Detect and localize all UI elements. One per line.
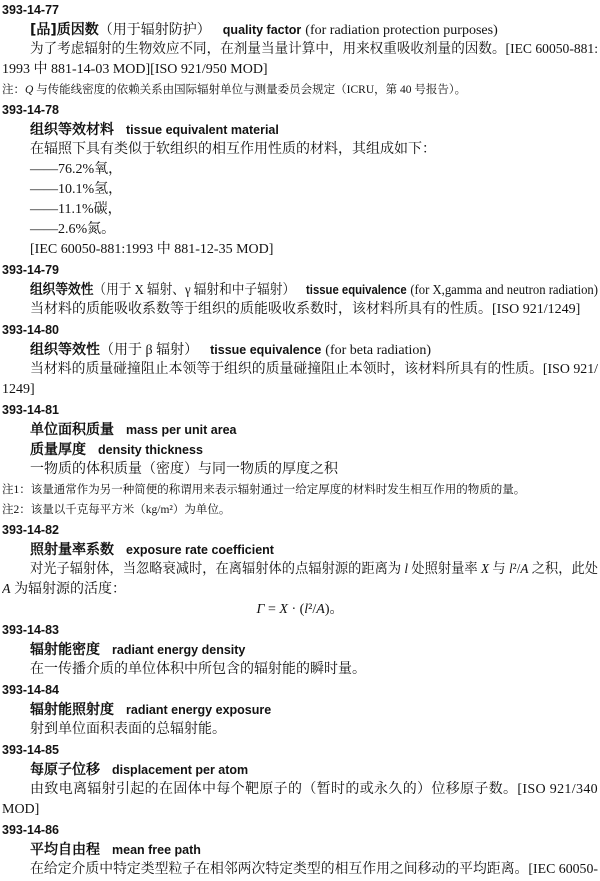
- term: [30, 440, 203, 460]
- entry-code: 393-14-85: [2, 743, 59, 757]
- term-line: [2, 440, 598, 460]
- note-line: [2, 80, 598, 100]
- term-entry: [2, 260, 598, 320]
- term-line: [2, 760, 598, 780]
- definition-line: [2, 720, 598, 740]
- activity-symbol: A: [2, 582, 11, 597]
- term-line: [2, 120, 598, 140]
- definition-line: [2, 140, 598, 160]
- definition-text: 为了考虑辐射的生物效应不同，在剂量当量计算中，用来权重吸收剂量的因数。[IEC 60050-881:: [30, 42, 598, 57]
- term: [30, 420, 236, 440]
- term-en-qualifier: (for radiation protection purposes): [305, 23, 498, 38]
- formula-segment: ²/: [308, 602, 317, 617]
- term-zh: 辐射能照射度: [30, 702, 114, 718]
- term-en: radiant energy exposure: [126, 703, 272, 717]
- term-entry: [2, 620, 598, 680]
- source-reference: [IEC 60050-881:1993 中 881-12-35 MOD]: [30, 242, 274, 257]
- term-zh: 照射量率系数: [30, 542, 114, 558]
- term-line: [2, 840, 598, 860]
- term: [30, 760, 248, 780]
- list-item: [2, 180, 598, 200]
- note-text: [2, 80, 466, 100]
- term-en: displacement per atom: [112, 763, 249, 777]
- formula-segment: =: [264, 602, 280, 617]
- entry-code-line: [2, 0, 598, 20]
- definition-text: 1993 中 881-14-03 MOD][ISO 921/950 MOD]: [2, 62, 268, 77]
- entry-code-line: [2, 520, 598, 540]
- definition-line: [2, 40, 598, 60]
- definition-text: MOD]: [2, 802, 40, 817]
- definition-line: [2, 580, 598, 600]
- term-en-qualifier: (for beta radiation): [325, 343, 432, 358]
- term-line: [2, 340, 598, 360]
- note-text: 注2：该量以千克每平方米（kg/m²）为单位。: [2, 504, 231, 516]
- definition-text: 1249]: [2, 382, 35, 397]
- term-line: [2, 640, 598, 660]
- term-entry: [2, 520, 598, 620]
- formula: [257, 600, 344, 620]
- definition-text: [30, 560, 598, 580]
- formula-segment: · (: [287, 602, 305, 617]
- term: [30, 340, 431, 360]
- term-entry: [2, 400, 598, 520]
- quantity-symbol: Q: [25, 84, 34, 96]
- term-zh: 组织等效性: [30, 282, 94, 298]
- term: [30, 540, 274, 560]
- definition-text: 由致电离辐射引起的在固体中每个靶原子的（暂时的或永久的）位移原子数。[ISO 921/340: [30, 782, 598, 797]
- formula-segment: )。: [324, 602, 344, 617]
- term: [30, 640, 245, 660]
- term-line: [2, 700, 598, 720]
- definition-line: [2, 460, 598, 480]
- term-zh-qualifier: （用于辐射防护）: [98, 23, 211, 38]
- definition-line: [2, 560, 598, 580]
- entry-code-line: [2, 100, 598, 120]
- distance-symbol: l: [508, 562, 513, 577]
- entry-code-line: [2, 260, 598, 280]
- term-en: tissue equivalent material: [126, 123, 279, 137]
- definition-segment: 为辐射源的活度：: [10, 582, 127, 597]
- exposure-rate-symbol: X: [480, 562, 490, 577]
- term: [30, 700, 271, 720]
- definition-segment: 之积，此处: [528, 562, 598, 577]
- distance-symbol: l: [304, 602, 309, 617]
- entry-code: 393-14-82: [2, 523, 59, 537]
- term-zh: 平均自由程: [30, 842, 100, 858]
- definition-line: [2, 60, 598, 80]
- term-zh: 单位面积质量: [30, 422, 114, 438]
- entry-code: 393-14-81: [2, 403, 59, 417]
- definition-text: 射到单位面积表面的总辐射能。: [30, 722, 226, 737]
- term-en: tissue equivalence: [210, 343, 322, 357]
- term-en: density thickness: [98, 443, 203, 457]
- definition-text: 当材料的质能吸收系数等于组织的质能吸收系数时，该材料所具有的性质。[ISO 921/1249]: [30, 302, 581, 317]
- distance-symbol: l: [404, 562, 409, 577]
- list-item: [2, 160, 598, 180]
- definition-segment: 与: [489, 562, 509, 577]
- definition-line: [2, 380, 598, 400]
- term-zh: 组织等效性: [30, 342, 100, 358]
- definition-text: 在辐照下具有类似于软组织的相互作用性质的材料，其组成如下：: [30, 142, 436, 157]
- term-entry: [2, 680, 598, 740]
- definition-line: [2, 780, 598, 800]
- note-line: [2, 500, 598, 520]
- entry-code-line: [2, 320, 598, 340]
- definition-segment: ²/: [512, 562, 521, 577]
- definition-text: 一物质的体积质量（密度）与同一物质的厚度之积: [30, 462, 338, 477]
- definition-text: 在给定介质中特定类型粒子在相邻两次特定类型的相互作用之间移动的平均距离。[IEC 60050-: [30, 862, 598, 877]
- term-entry: [2, 820, 598, 880]
- entry-code-line: [2, 740, 598, 760]
- list-item-text: ——2.6%氮。: [30, 222, 116, 237]
- term-en: mass per unit area: [126, 423, 237, 437]
- term-zh-qualifier: （用于 X 辐射、γ 辐射和中子辐射）: [93, 283, 296, 298]
- activity-symbol: A: [316, 602, 325, 617]
- term-zh: 辐射能密度: [30, 642, 100, 658]
- term-en: radiant energy density: [112, 643, 246, 657]
- term-en: quality factor: [222, 23, 302, 37]
- entry-code-line: [2, 680, 598, 700]
- term-zh-qualifier: （用于 β 辐射）: [100, 343, 199, 358]
- note-body: 与传能线密度的依赖关系由国际辐射单位与测量委员会规定（ICRU，第 40 号报告）。: [33, 84, 467, 96]
- entry-code: 393-14-79: [2, 263, 59, 277]
- entry-code-line: [2, 400, 598, 420]
- term: [30, 840, 201, 860]
- definition-segment: 对光子辐射体，当忽略衰减时，在离辐射体的点辐射源的距离为: [30, 562, 405, 577]
- list-item-text: ——11.1%碳，: [30, 202, 122, 217]
- exposure-rate-symbol: X: [279, 602, 288, 617]
- note-line: [2, 480, 598, 500]
- term-en-qualifier: (for X,gamma and neutron radiation): [410, 283, 598, 298]
- term-zh: 组织等效材料: [30, 122, 114, 138]
- definition-segment: 处照射量率: [408, 562, 481, 577]
- term-en: mean free path: [112, 843, 201, 857]
- term-zh: 每原子位移: [30, 762, 100, 778]
- term-en: tissue equivalence: [306, 283, 407, 297]
- term-en: exposure rate coefficient: [126, 543, 274, 557]
- entry-code: 393-14-86: [2, 823, 59, 837]
- definition-line: [2, 860, 598, 880]
- list-item: [2, 200, 598, 220]
- note-text: 注1：该量通常作为另一种简便的称谓用来表示辐射通过一给定厚度的材料时发生相互作用的物质的量。: [2, 484, 526, 496]
- definition-line: [2, 300, 598, 320]
- note-label: 注：: [2, 84, 25, 96]
- entry-code: 393-14-80: [2, 323, 59, 337]
- coefficient-symbol: Γ: [256, 602, 265, 617]
- entry-code: 393-14-84: [2, 683, 59, 697]
- entry-code-line: [2, 820, 598, 840]
- term-line: [2, 420, 598, 440]
- term: [30, 20, 498, 40]
- entry-code: 393-14-77: [2, 3, 59, 17]
- term-entry: [2, 740, 598, 820]
- definition-text: 当材料的质量碰撞阻止本领等于组织的质量碰撞阻止本领时，该材料所具有的性质。[ISO 921/: [30, 362, 598, 377]
- entry-code: 393-14-78: [2, 103, 59, 117]
- definition-text: [2, 580, 126, 600]
- term-entry: [2, 320, 598, 400]
- term-line: [2, 20, 598, 40]
- term-entry: [2, 0, 598, 100]
- definition-line: [2, 800, 598, 820]
- definition-line: [2, 660, 598, 680]
- term: [30, 280, 598, 300]
- formula-line: [2, 600, 598, 620]
- term-line: [2, 540, 598, 560]
- term-zh: 质量厚度: [30, 442, 86, 458]
- entry-code-line: [2, 620, 598, 640]
- term-line: [2, 280, 598, 300]
- entry-code: 393-14-83: [2, 623, 59, 637]
- definition-text: 在一传播介质的单位体积中所包含的辐射能的瞬时量。: [30, 662, 366, 677]
- term-zh: [品]质因数: [30, 22, 99, 38]
- definition-line: [2, 360, 598, 380]
- term-entry: [2, 100, 598, 260]
- list-item-text: ——10.1%氢，: [30, 182, 123, 197]
- activity-symbol: A: [520, 562, 529, 577]
- list-item: [2, 220, 598, 240]
- term: [30, 120, 279, 140]
- list-item-text: ——76.2%氧，: [30, 162, 123, 177]
- source-line: [2, 240, 598, 260]
